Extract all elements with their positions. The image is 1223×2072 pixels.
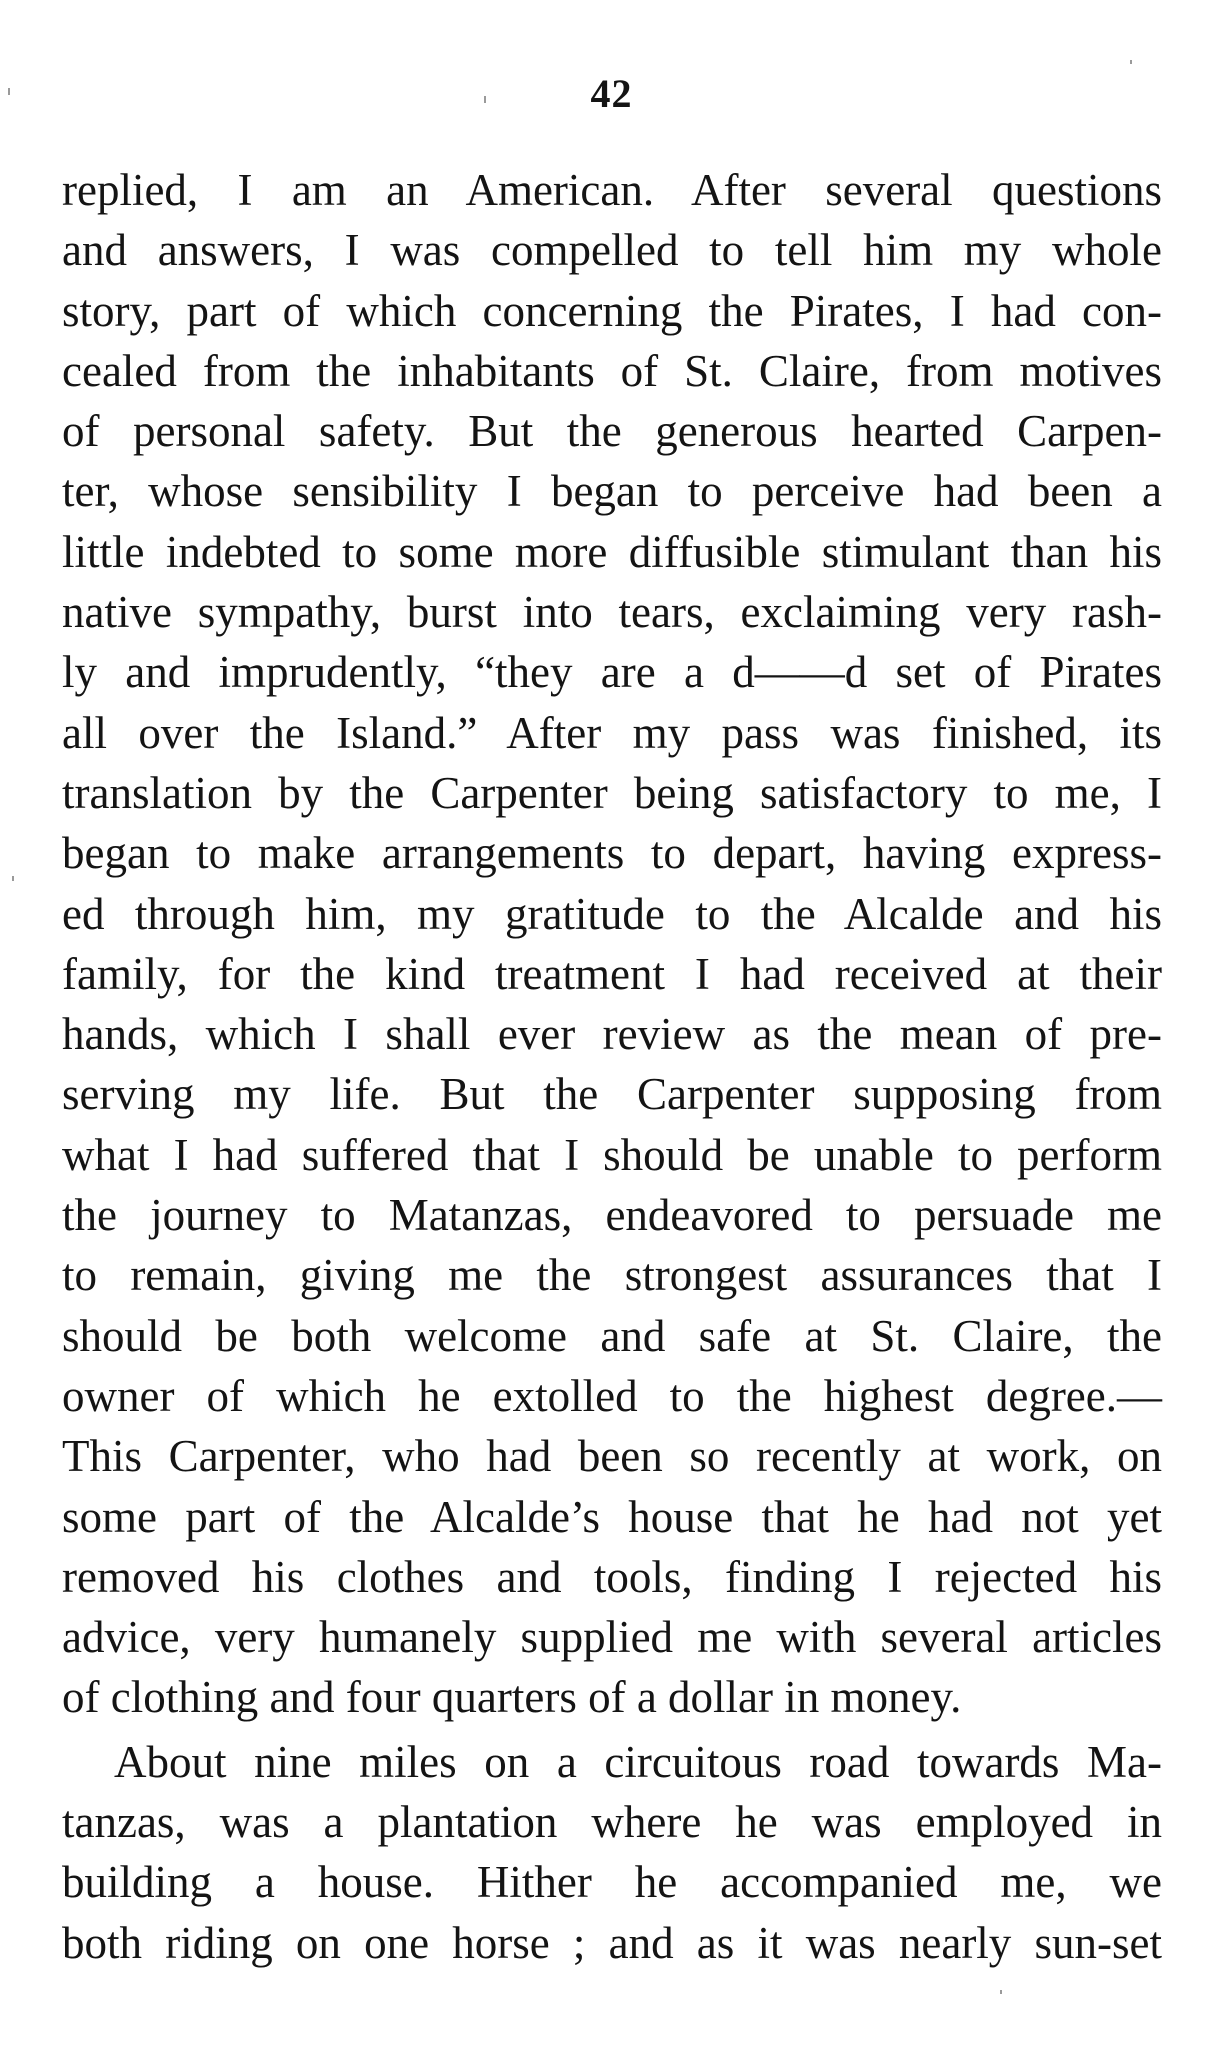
text-line: family, for the kind treatment I had received at their xyxy=(62,948,1162,999)
text-line: About nine miles on a circuitous road towards Ma- xyxy=(114,1736,1162,1787)
text-line: some part of the Alcalde’s house that he had not yet xyxy=(62,1491,1162,1542)
text-line: serving my life. But the Carpenter supposing from xyxy=(62,1069,1162,1120)
text-line: replied, I am an American. After several questions xyxy=(62,165,1162,215)
text-line: ter, whose sensibility I began to perceive had been a xyxy=(62,466,1162,517)
text-line: removed his clothes and tools, finding I rejected his xyxy=(62,1551,1162,1602)
text-line: This Carpenter, who had been so recently at work, on xyxy=(62,1431,1162,1482)
print-speck xyxy=(12,876,14,881)
print-speck xyxy=(1000,1990,1002,1994)
text-line: and answers, I was compelled to tell him my whole xyxy=(62,225,1162,276)
text-line: ly and imprudently, “they are a d——d set of Pirates xyxy=(62,647,1162,698)
text-line: cealed from the inhabitants of St. Claire, from motives xyxy=(62,345,1162,396)
text-line: native sympathy, burst into tears, exclaiming very rash- xyxy=(62,587,1162,638)
text-line: both riding on one horse ; and as it was nearly sun-set xyxy=(62,1917,1162,1968)
print-speck xyxy=(1130,60,1132,64)
text-line: began to make arrangements to depart, having express- xyxy=(62,828,1162,879)
text-line: all over the Island.” After my pass was finished, its xyxy=(62,707,1162,758)
text-line: what I had suffered that I should be unable to perform xyxy=(62,1129,1162,1180)
text-line: should be both welcome and safe at St. Claire, the xyxy=(62,1310,1162,1361)
text-line: building a house. Hither he accompanied me, we xyxy=(62,1857,1162,1908)
text-line: hands, which I shall ever review as the mean of pre- xyxy=(62,1009,1162,1060)
text-line: ed through him, my gratitude to the Alcalde and his xyxy=(62,888,1162,939)
text-line: advice, very humanely supplied me with several articles xyxy=(62,1612,1162,1663)
text-line: tanzas, was a plantation where he was employed in xyxy=(62,1797,1162,1848)
body-text xyxy=(62,160,1162,1973)
text-line: little indebted to some more diffusible stimulant than his xyxy=(62,526,1162,577)
text-line: to remain, giving me the strongest assurances that I xyxy=(62,1250,1162,1301)
text-line: translation by the Carpenter being satisfactory to me, I xyxy=(62,767,1162,818)
text-line: of clothing and four quarters of a dollar in money. xyxy=(62,1672,962,1723)
text-line: of personal safety. But the generous hearted Carpen- xyxy=(62,406,1162,457)
page-number: 42 xyxy=(590,71,633,116)
text-line: owner of which he extolled to the highest degree.— xyxy=(62,1370,1162,1421)
text-line: the journey to Matanzas, endeavored to persuade me xyxy=(62,1190,1162,1241)
text-line: story, part of which concerning the Pirates, I had con- xyxy=(62,285,1162,336)
